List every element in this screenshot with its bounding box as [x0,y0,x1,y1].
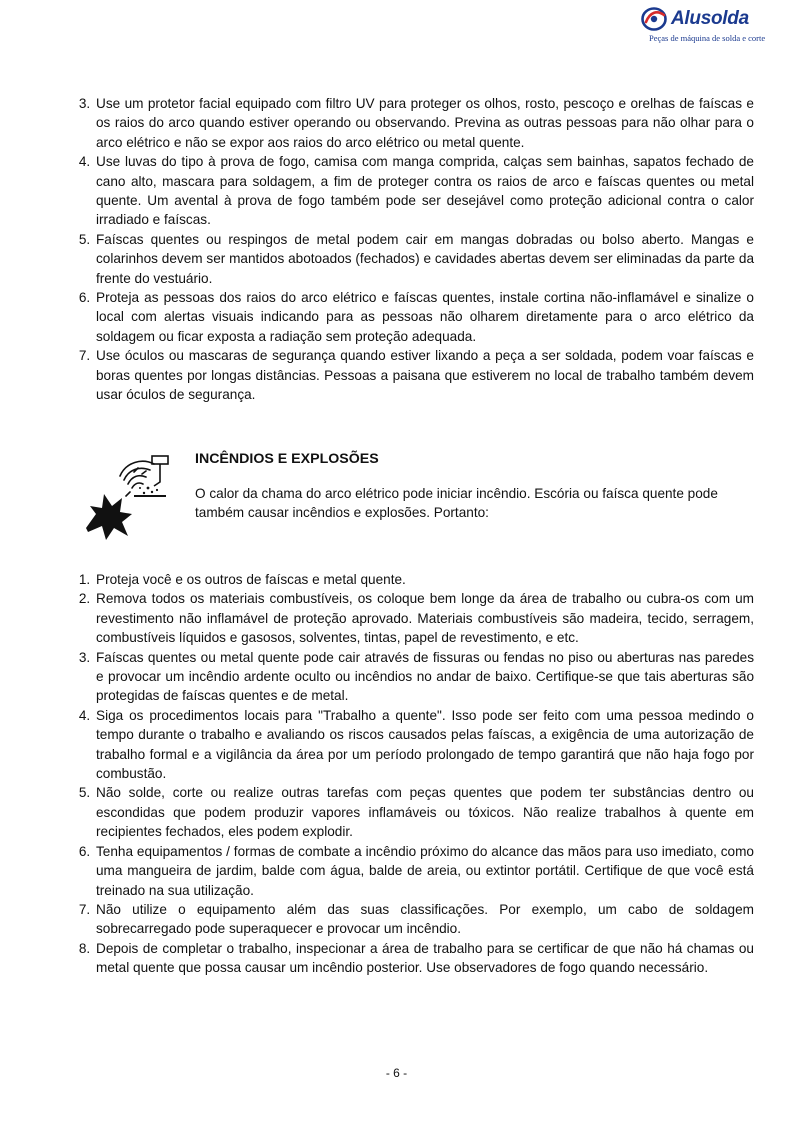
brand-logo-icon [641,6,669,32]
list-item: 8. Depois de completar o trabalho, inspecionar a área de trabalho para se certificar de que não há chamas ou metal quente que possa causar um incêndio posterior. Use observadores de fogo quando necessário. [94,939,754,978]
brand-logo [641,4,766,44]
safety-list-fire-explosion [76,570,754,978]
list-item: 7. Use óculos ou mascaras de segurança quando estiver lixando a peça a ser soldada, podem voar faíscas e boras quentes por longas distâncias. Pessoas a paisana que estiverem no local de trabalho também devem usar óculos de segurança. [94,346,754,404]
section-intro: O calor da chama do arco elétrico pode iniciar incêndio. Escória ou faísca quente pode também causar incêndios e explosões. Portanto: [195,486,718,521]
list-item: 5. Não solde, corte ou realize outras tarefas com peças quentes que podem ter substâncias dentro ou escondidas que podem produzir vapores inflamáveis ou tóxicos. Não realize trabalhos à quente em recipientes fechados, eles podem explodir. [94,783,754,841]
brand-name: Alusolda [671,8,749,29]
list-item: 4. Siga os procedimentos locais para "Trabalho a quente". Isso pode ser feito com uma pessoa medindo o tempo durante o trabalho e avaliando os riscos causados pelas faíscas, a exigência de uma autorização de trabalho formal e a vigilância da área por um período prolongado de tempo garantirá que não haja fogo por combustão. [94,706,754,784]
list-item: 5. Faíscas quentes ou respingos de metal podem cair em mangas dobradas ou bolso aberto. Mangas e colarinhos devem ser mantidos abotoados (fechados) e cavidades abertas devem ser eliminadas da parte da frente do vestuário. [94,230,754,288]
list-item: 3. Use um protetor facial equipado com filtro UV para proteger os olhos, rosto, pescoço e orelhas de faíscas e os raios do arco quando estiver operando ou observando. Previna as outras pessoas para não olhar para o arco elétrico e não se expor aos raios do arco elétrico ou metal quente. [94,94,754,152]
list-item: 4. Use luvas do tipo à prova de fogo, camisa com manga comprida, calças sem bainhas, sapatos fechado de cano alto, mascara para soldagem, a fim de proteger contra os raios de arco e faíscas quentes ou metal quente. Um avental à prova de fogo também pode ser desejável como proteção adicional contra o calor irradiado e faíscas. [94,152,754,230]
list-item: 6. Proteja as pessoas dos raios do arco elétrico e faíscas quentes, instale cortina não-inflamável e sinalize o local com alertas visuais indicando para as pessoas não olharem diretamente para o arco elétrico da soldagem ou ficar exposta a radiação sem proteção adequada. [94,288,754,346]
list-item: 6. Tenha equipamentos / formas de combate a incêndio próximo do alcance das mãos para uso imediato, como uma mangueira de jardim, balde com água, balde de areia, ou extintor portátil. Certifique de que você está treinado na sua utilização. [94,842,754,900]
list-item: 3. Faíscas quentes ou metal quente pode cair através de fissuras ou fendas no piso ou aberturas nas paredes e provocar um incêndio ardente oculto ou incêndios no andar de baixo. Certifique-se que tais aberturas são protegidas de faíscas quentes e de metal. [94,648,754,706]
list-item: 7. Não utilize o equipamento além das suas classificações. Por exemplo, um cabo de soldagem sobrecarregado pode superaquecer e provocar um incêndio. [94,900,754,939]
section-title: INCÊNDIOS E EXPLOSÕES [195,451,379,467]
fire-explosion-icon [82,452,182,542]
safety-list-uv-protection [76,94,754,405]
brand-tagline: Peças de máquina de solda e corte [649,33,766,43]
list-item: 2. Remova todos os materiais combustíveis, os coloque bem longe da área de trabalho ou cubra-os com um revestimento não inflamável de proteção aprovado. Materiais combustíveis são madeira, tecido, serragem, combustíveis líquidos e gasosos, solventes, tintas, papel de revestimento, e etc. [94,589,754,647]
page-number: - 6 - [385,1066,408,1080]
list-item: 1. Proteja você e os outros de faíscas e metal quente. [94,570,754,589]
